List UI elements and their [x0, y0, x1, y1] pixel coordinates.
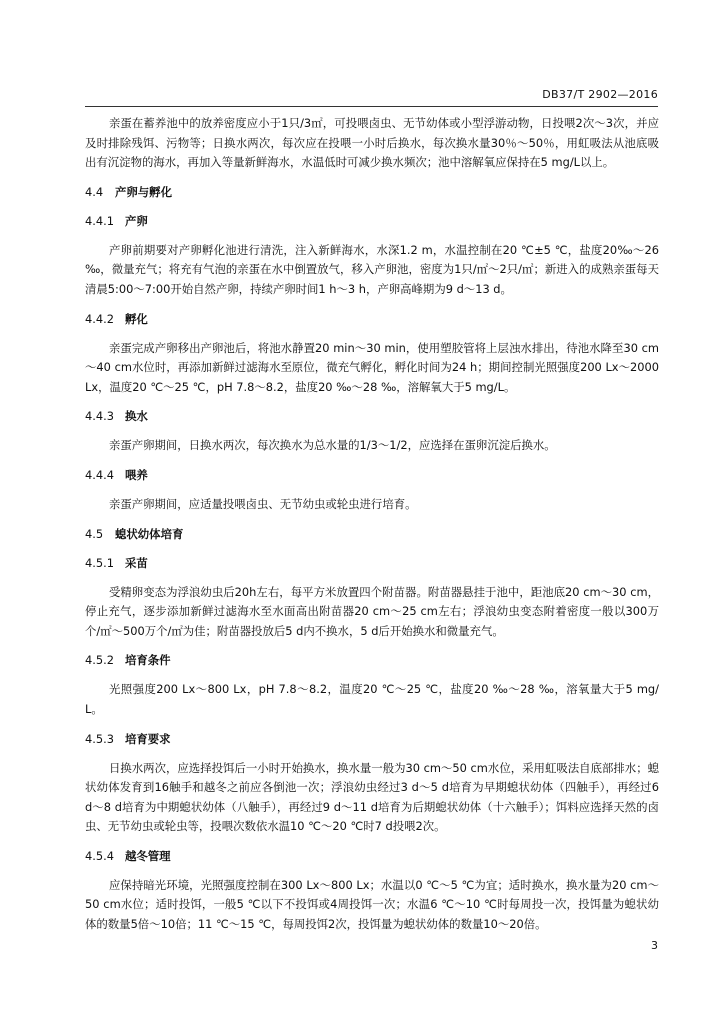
section-heading: [85, 651, 659, 669]
body-paragraph: 光照强度200 Lx～800 Lx，pH 7.8～8.2，温度20 ℃～25 ℃，盐度20 ‰～28 ‰，溶氧量大于5 mg/L。: [85, 682, 659, 716]
section-number: 4.4.1: [85, 213, 114, 228]
section-heading: [85, 310, 659, 328]
section-number: 4.5.3: [85, 731, 114, 746]
section-number: 4.5.1: [85, 555, 114, 570]
body-paragraph: 亲蛋完成产卵移出产卵池后，将池水静置20 min～30 min，使用塑胶管将上层浊水排出，待池水降至30 cm～40 cm水位时，再添加新鲜过滤海水至原位，微充气孵化，孵化时间为24 h；期间控制光照强度200 Lx～2000 Lx，温度20 ℃～25 ℃，pH 7.8～8.2，盐度20 ‰～28 ‰，溶解氧大于5 mg/L。: [85, 340, 659, 394]
section-title: 孵化: [125, 311, 148, 326]
section-title: 越冬管理: [125, 848, 171, 863]
section-title: 培育要求: [125, 731, 171, 746]
body-paragraph: 日换水两次，应选择投饵后一小时开始换水，换水量一般为30 cm～50 cm水位，采用虹吸法自底部排水；螅状幼体发育到16触手和越冬之前应各倒池一次；浮浪幼虫经过3 d～5 d培育为早期螅状幼体（四触手），再经过6 d～8 d培育为中期螅状幼体（八触手），再经过9 d～11 d培育为后期螅状幼体（十六触手）；饵料应选择天然的卤虫、无节幼虫或轮虫等，投喂次数依水温10 ℃～20 ℃时7 d投喂2次。: [85, 760, 659, 834]
body-paragraph: 亲蛋在蓄养池中的放养密度应小于1只/3㎡，可投喂卤虫、无节幼体或小型浮游动物，日投喂2次～3次，并应及时排除残饵、污物等；日换水两次，每次应在投喂一小时后换水，每次换水量30％～50％，用虹吸法从池底吸出有沉淀物的海水，再加入等量新鲜海水，水温低时可减少换水频次；池中溶解氧应保持在5 mg/L以上。: [85, 116, 659, 170]
section-heading: [85, 847, 659, 865]
standard-code: DB37/T 2902—2016: [542, 88, 658, 101]
body-paragraph: 亲蛋产卵期间，日换水两次，每次换水为总水量的1/3～1/2，应选择在蛋卵沉淀后换水。: [108, 438, 556, 453]
section-heading: [85, 554, 659, 572]
header-rule: [85, 106, 658, 107]
section-heading: [85, 466, 659, 484]
section-heading: [85, 730, 659, 748]
body-paragraph: 应保持暗光环境，光照强度控制在300 Lx～800 Lx；水温以0 ℃～5 ℃为宜；适时换水，换水量为20 cm～50 cm水位；适时投饵，一般5 ℃以下不投饵或4周投饵一次；水温6 ℃～10 ℃时每周投一次，投饵量为螅状幼体的数量5倍～10倍；11 ℃～15 ℃，每周投饵2次，投饵量为螅状幼体的数量10～20倍。: [85, 877, 659, 932]
section-heading: [85, 183, 659, 201]
section-number: 4.4.4: [85, 467, 114, 482]
body-paragraph: 产卵前期要对产卵孵化池进行清洗，注入新鲜海水，水深1.2 m，水温控制在20 ℃±5 ℃，盐度20‰～26 ‰，微量充气；将充有气泡的亲蛋在水中倒置放气，移入产卵池，密度为1只/㎡～2只/㎡；新进入的成熟亲蛋每天清晨5:00～7:00开始自然产卵，持续产卵时间1 h～3 h，产卵高峰期为9 d～13 d。: [85, 242, 659, 296]
section-title: 产卵与孵化: [115, 184, 172, 199]
section-heading: [85, 407, 659, 425]
section-number: 4.4: [85, 184, 104, 199]
section-title: 螅状幼体培育: [115, 526, 184, 541]
section-title: 培育条件: [125, 653, 171, 668]
document-body: [85, 114, 659, 945]
section-heading: [85, 525, 659, 543]
section-title: 换水: [125, 409, 148, 424]
section-title: 产卵: [125, 213, 148, 228]
section-heading: [85, 212, 659, 230]
section-number: 4.5.2: [85, 653, 114, 668]
section-number: 4.4.2: [85, 311, 114, 326]
body-paragraph: 受精卵变态为浮浪幼虫后20h左右，每平方米放置四个附苗器。附苗器悬挂于池中，距池底20 cm～30 cm，停止充气，逐步添加新鲜过滤海水至水面高出附苗器20 cm～25 cm左右；浮浪幼虫变态附着密度一般以300万个/㎡～500万个/㎡为佳；附苗器投放后5 d内不换水，5 d后开始换水和微量充气。: [85, 584, 659, 638]
page-number: 3: [651, 939, 658, 952]
section-title: 喂养: [125, 467, 148, 482]
section-title: 采苗: [125, 555, 148, 570]
section-number: 4.5.4: [85, 848, 114, 863]
section-number: 4.4.3: [85, 409, 114, 424]
body-paragraph: 亲蛋产卵期间，应适量投喂卤虫、无节幼虫或轮虫进行培育。: [108, 496, 417, 511]
section-number: 4.5: [85, 526, 104, 541]
